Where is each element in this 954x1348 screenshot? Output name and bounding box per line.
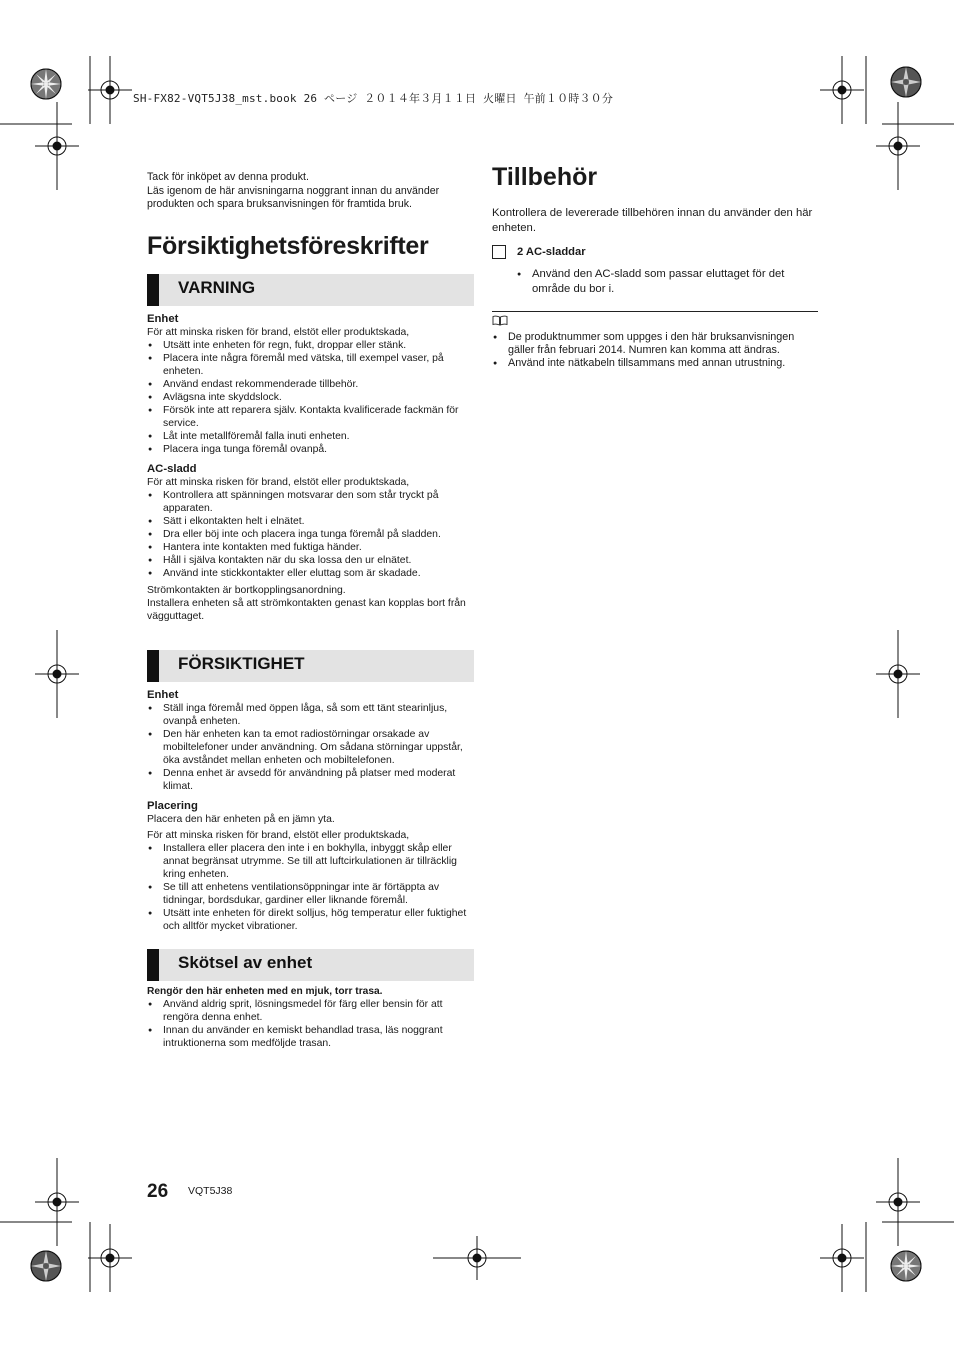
list-item: ● De produktnummer som uppges i den här bruksanvisningen gäller från februari 2014. Numren kan komma att ändras. — [492, 331, 818, 357]
left-column — [147, 171, 473, 1050]
section-bar — [147, 949, 159, 981]
section-title: VARNING — [178, 277, 256, 297]
accessories-intro: Kontrollera de levererade tillbehören innan du använder den här enheten. — [492, 207, 813, 234]
subheading: Enhet — [147, 312, 179, 325]
caution-placering — [147, 799, 473, 933]
disconnect-note: Strömkontakten är bortkopplingsanordning. — [147, 584, 346, 596]
list-item: ● Håll i själva kontakten när du ska lossa den ur elnätet. — [147, 554, 473, 567]
placement-text: Placera den här enheten på en jämn yta. — [147, 813, 335, 825]
list-item: ● Utsätt inte enheten för direkt solljus, hög temperatur eller fuktighet och alltför mycket vibrationer. — [147, 907, 473, 933]
intro-line-2: Läs igenom de här anvisningarna noggrant innan du använder produkten och spara bruksanvisningen för framtida bruk. — [147, 184, 440, 210]
section-bar — [147, 274, 159, 306]
page-title: Försiktighetsföreskrifter — [147, 231, 429, 260]
care-section — [147, 985, 473, 1050]
section-header-caution — [147, 650, 474, 682]
accessory-item — [492, 245, 818, 259]
accessory-label: 2 AC-sladdar — [517, 245, 586, 258]
section-header-care — [147, 949, 474, 981]
lead-text: För att minska risken för brand, elstöt eller produktskada, — [147, 829, 410, 841]
list-item: ● Placera inte några föremål med vätska, till exempel vaser, på enheten. — [147, 352, 473, 378]
list-item: ● Placera inga tunga föremål ovanpå. — [147, 443, 473, 456]
subheading: AC-sladd — [147, 462, 197, 475]
list-item: ● Kontrollera att spänningen motsvarar den som står tryckt på apparaten. — [147, 489, 473, 515]
list-item: ● Försök inte att reparera själv. Kontakta kvalificerade fackmän för service. — [147, 404, 473, 430]
document-code: VQT5J38 — [188, 1185, 233, 1197]
print-header: SH-FX82-VQT5J38_mst.book 26 ページ ２０１４年３月１１日 火曜日 午前１０時３０分 — [133, 92, 614, 105]
lead-text: För att minska risken för brand, elstöt eller produktskada, — [147, 476, 410, 488]
right-column — [492, 160, 818, 370]
list-item: ● Innan du använder en kemiskt behandlad trasa, läs noggrant intruktionerna som medföljde trasan. — [147, 1024, 473, 1050]
intro-line-1: Tack för inköpet av denna produkt. — [147, 171, 309, 183]
list-item: ● Hantera inte kontakten med fuktiga händer. — [147, 541, 473, 554]
caution-enhet — [147, 688, 473, 793]
page-number: 26 — [147, 1181, 169, 1202]
accessories-title: Tillbehör — [492, 163, 598, 191]
list-item: ● Sätt i elkontakten helt i elnätet. — [147, 515, 473, 528]
notes-list — [492, 331, 818, 370]
lead-text: För att minska risken för brand, elstöt eller produktskada, — [147, 326, 410, 338]
warning-enhet — [147, 312, 473, 456]
list-item: ● Avlägsna inte skyddslock. — [147, 391, 473, 404]
divider — [492, 311, 818, 312]
list-item: ● Använd den AC-sladd som passar eluttaget för det område du bor i. — [516, 267, 818, 297]
list-item: ● Låt inte metallföremål falla inuti enheten. — [147, 430, 473, 443]
bullet-list — [147, 702, 473, 793]
intro — [147, 171, 473, 212]
list-item: ● Använd endast rekommenderade tillbehör. — [147, 378, 473, 391]
bullet-list — [147, 998, 473, 1050]
list-item: ● Dra eller böj inte och placera inga tunga föremål på sladden. — [147, 528, 473, 541]
subheading: Enhet — [147, 688, 179, 701]
list-item: ● Se till att enhetens ventilationsöppningar inte är förtäppta av tidningar, bordsdukar, gardiner eller liknande föremål. — [147, 881, 473, 907]
list-item: ● Den här enheten kan ta emot radiostörningar orsakade av mobiltelefoner under användning. Om sådana störningar uppstår, öka avståndet mellan enheten och mobiltelefonen. — [147, 728, 473, 767]
list-item: ● Använd inte nätkabeln tillsammans med annan utrustning. — [492, 357, 818, 370]
list-item: ● Denna enhet är avsedd för användning på platser med moderat klimat. — [147, 767, 473, 793]
bullet-list — [147, 842, 473, 933]
section-title: Skötsel av enhet — [178, 952, 313, 972]
list-item: ● Använd inte stickkontakter eller eluttag som är skadade. — [147, 567, 473, 580]
section-title: FÖRSIKTIGHET — [178, 653, 305, 673]
install-note: Installera enheten så att strömkontakten genast kan kopplas bort från vägguttaget. — [147, 597, 466, 622]
list-item: ● Ställ inga föremål med öppen låga, så som ett tänt stearinljus, ovanpå enheten. — [147, 702, 473, 728]
book-icon — [492, 315, 818, 330]
subheading: Placering — [147, 799, 198, 812]
section-header-warning — [147, 274, 474, 306]
bullet-list — [147, 339, 473, 456]
warning-ac-sladd — [147, 462, 473, 623]
checkbox-icon — [492, 245, 506, 259]
accessory-note-list — [516, 267, 818, 297]
list-item: ● Utsätt inte enheten för regn, fukt, droppar eller stänk. — [147, 339, 473, 352]
list-item: ● Installera eller placera den inte i en bokhylla, inbyggt skåp eller annat begränsat utrymme. Se till att luftcirkulationen är tillräcklig kring enheten. — [147, 842, 473, 881]
list-item: ● Använd aldrig sprit, lösningsmedel för färg eller bensin för att rengöra denna enhet. — [147, 998, 473, 1024]
care-lead: Rengör den här enheten med en mjuk, torr trasa. — [147, 985, 383, 997]
bullet-list — [147, 489, 473, 580]
section-bar — [147, 650, 159, 682]
